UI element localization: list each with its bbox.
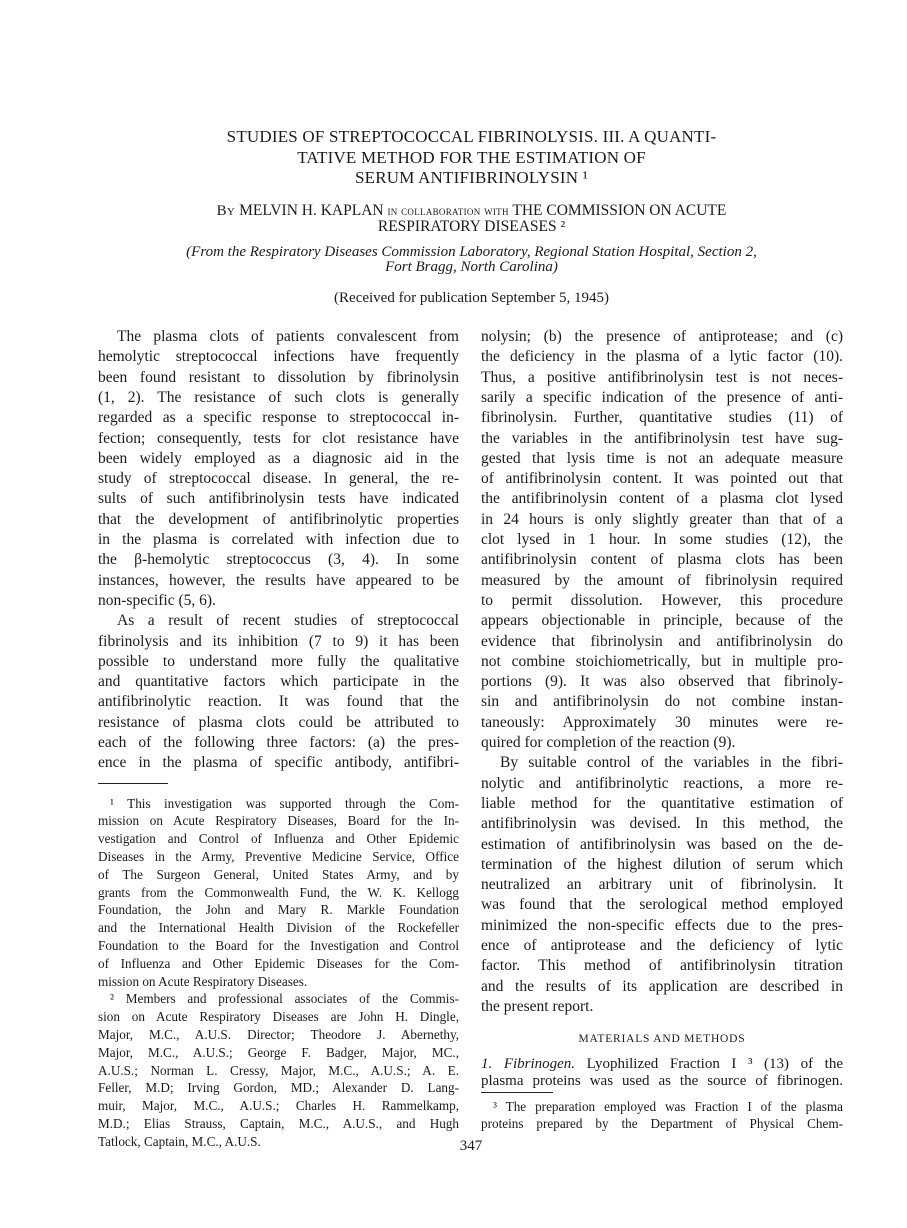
body-text-line: The plasma clots of patients convalescent from [117, 328, 459, 345]
body-text-line: each of the following three factors: (a) the pres- [98, 734, 459, 751]
body-text-line: As a result of recent studies of streptococcal [117, 612, 459, 629]
footnote-line: Foundation, the John and Mary R. Markle Foundation [98, 902, 459, 917]
footnote-line: Diseases in the Army, Preventive Medicine Service, Office [98, 849, 459, 864]
affiliation-line: (From the Respiratory Diseases Commission Laboratory, Regional Station Hospital, Section 2, [186, 244, 757, 260]
footnote-line: ² Members and professional associates of the Commis- [110, 991, 459, 1006]
body-text-line: termination of the highest dilution of serum which [481, 856, 843, 873]
body-text-line: portions (9). It was also observed that fibrinoly- [481, 673, 843, 690]
footnote-line: Feller, M.D; Irving Gordon, MD.; Alexander D. Lang- [98, 1080, 459, 1095]
body-text-line: ence in the plasma of specific antibody, antifibri- [98, 754, 459, 771]
footnote-line: of The Surgeon General, United States Army, and by [98, 867, 459, 882]
body-text-line: instances, however, the results have appeared to be [98, 572, 459, 589]
body-text-line: minimized the non-specific effects due to the pres- [481, 917, 843, 934]
body-text-line: sin and antifibrinolysin do not combine instan- [481, 693, 843, 710]
body-text-line: not combine stoichiometrically, but in multiple pro- [481, 653, 843, 670]
body-text-line: resistance of plasma clots could be attributed to [98, 714, 459, 731]
body-text-line: and the results of its application are described in [481, 978, 843, 995]
body-text-line: estimation of antifibrinolysin was based on the de- [481, 836, 843, 853]
body-text-line: the deficiency in the plasma of a lytic factor (10). [481, 348, 843, 365]
body-text-line: non-specific (5, 6). [98, 592, 216, 609]
footnote-line: A.U.S.; Norman L. Cressy, Major, M.C., A.U.S.; A. E. [98, 1063, 459, 1078]
body-text-line: antifibrinolysin content of plasma clots has been [481, 551, 843, 568]
body-text-line: been widely employed as a diagnosic aid in the [98, 450, 459, 467]
body-text-line: sarily a specific indication of the presence of anti- [481, 389, 843, 406]
footnote-line: Major, M.C., A.U.S. Director; Theodore J. Abernethy, [98, 1027, 459, 1042]
body-text-line: sults of such antifibrinolysin tests have indicated [98, 490, 459, 507]
body-text-line: By suitable control of the variables in the fibri- [500, 754, 843, 771]
body-text-line: ence of antiprotease and the deficiency of lytic [481, 937, 843, 954]
body-text-line: fibrinolysin. Further, quantitative studies (11) of [481, 409, 843, 426]
footnote-line: Tatlock, Captain, M.C., A.U.S. [98, 1134, 261, 1149]
body-text-line: possible to understand more fully the qualitative [98, 653, 459, 670]
body-text-line: evidence that fibrinolysin and antifibrinolysin do [481, 633, 843, 650]
body-text-line: the β-hemolytic streptococcus (3, 4). In some [98, 551, 459, 568]
body-text-line: been found resistant to dissolution by fibrinolysin [98, 369, 459, 386]
title-line: STUDIES OF STREPTOCOCCAL FIBRINOLYSIS. III. A QUANTI- [226, 127, 717, 146]
title-line: TATIVE METHOD FOR THE ESTIMATION OF [297, 148, 646, 167]
body-text-line: the present report. [481, 998, 594, 1015]
byline-collaboration: in collaboration with [387, 203, 509, 218]
body-text-line: in 24 hours is only slightly greater than that of a [481, 511, 843, 528]
body-text-line: appears objectionable in principle, because of the [481, 612, 843, 629]
footnote-line: grants from the Commonwealth Fund, the W. K. Kellogg [98, 885, 459, 900]
body-text-line: the antifibrinolysin content of a plasma clot lysed [481, 490, 843, 507]
received-date: (Received for publication September 5, 1945) [334, 290, 609, 306]
body-text-line: quired for completion of the reaction (9). [481, 734, 736, 751]
body-text-line: neutralized an arbitrary unit of fibrinolysin. It [481, 876, 843, 893]
fibrinogen-label: 1. Fibrinogen. [481, 1056, 576, 1072]
affiliation-line: Fort Bragg, North Carolina) [385, 259, 558, 275]
footnote-line: ¹ This investigation was supported through the Com- [110, 796, 459, 811]
footnote-line: Major, M.C., A.U.S.; George F. Badger, Major, MC., [98, 1045, 459, 1060]
footnote-line: mission on Acute Respiratory Diseases. [98, 974, 308, 989]
body-text-line: that the development of antifibrinolytic properties [98, 511, 459, 528]
footnote-line: ³ The preparation employed was Fraction I of the plasma [493, 1099, 843, 1114]
body-text-line: factor. This method of antifibrinolysin titration [481, 957, 843, 974]
organization: THE COMMISSION ON ACUTE [512, 202, 727, 219]
section-heading: MATERIALS AND METHODS [578, 1033, 746, 1045]
footnote-line: vestigation and Control of Influenza and Other Epidemic [98, 831, 459, 846]
body-text-line: fibrinolysis and its inhibition (7 to 9) it has been [98, 633, 459, 650]
footnote-divider [481, 1092, 553, 1093]
body-text-line: taneously: Approximately 30 minutes were re- [481, 714, 843, 731]
body-text-line: nolytic and antifibrinolytic reactions, a more re- [481, 775, 843, 792]
body-text-line: and quantitative factors which participate in the [98, 673, 459, 690]
body-text-line: study of streptococcal disease. In general, the re- [98, 470, 459, 487]
body-text-line: Thus, a positive antifibrinolysin test is not neces- [481, 369, 843, 386]
footnote-line: M.D.; Elias Strauss, Captain, M.C., A.U.S., and Hugh [98, 1116, 459, 1131]
footnote-line: of Influenza and Other Epidemic Diseases for the Com- [98, 956, 459, 971]
footnote-line: sion on Acute Respiratory Diseases are John H. Dingle, [98, 1009, 459, 1024]
author-name: MELVIN H. KAPLAN [239, 202, 384, 219]
body-text-line: gested that lysis time is not an adequate measure [481, 450, 843, 467]
body-text-line: clot lysed in 1 hour. In some studies (12), the [481, 531, 843, 548]
body-text-line: nolysin; (b) the presence of antiprotease; and (c) [481, 328, 843, 345]
body-text-line: the variables in the antifibrinolysin test have sug- [481, 430, 843, 447]
byline-organization-cont: RESPIRATORY DISEASES ² [377, 218, 566, 235]
footnote-line: proteins prepared by the Department of Physical Chem- [481, 1116, 843, 1131]
footnote-line: muir, Major, M.C., A.U.S.; Charles H. Rammelkamp, [98, 1098, 459, 1113]
footnote-divider [98, 783, 168, 784]
fibrinogen-text: Lyophilized Fraction I ³ (13) of the [586, 1056, 843, 1072]
body-text-line: liable method for the quantitative estimation of [481, 795, 843, 812]
footnote-line: Foundation to the Board for the Investigation and Control [98, 938, 459, 953]
byline-by: By [216, 203, 236, 219]
body-text-line: fection; consequently, tests for clot resistance have [98, 430, 459, 447]
body-text-line: hemolytic streptococcal infections have frequently [98, 348, 459, 365]
body-text-line: antifibrinolysin was devised. In this method, the [481, 815, 843, 832]
footnote-line: and the International Health Division of the Rockefeller [98, 920, 459, 935]
body-text-line: antifibrinolytic reaction. It was found that the [98, 693, 459, 710]
page-number: 347 [459, 1138, 483, 1154]
body-text-line: measured by the amount of fibrinolysin required [481, 572, 843, 589]
body-text-line: (1, 2). The resistance of such clots is generally [98, 389, 459, 406]
body-text-line: was found that the serological method employed [481, 896, 843, 913]
body-text-line: to permit dissolution. However, this procedure [481, 592, 843, 609]
body-text-line: regarded as a specific response to streptococcal in- [98, 409, 459, 426]
title-line: SERUM ANTIFIBRINOLYSIN ¹ [355, 168, 588, 187]
fibrinogen-line: plasma proteins was used as the source of fibrinogen. [481, 1073, 843, 1089]
body-text-line: of antifibrinolysin content. It was pointed out that [481, 470, 843, 487]
body-text-line: in the plasma is correlated with infection due to [98, 531, 459, 548]
footnote-line: mission on Acute Respiratory Diseases, Board for the In- [98, 813, 459, 828]
